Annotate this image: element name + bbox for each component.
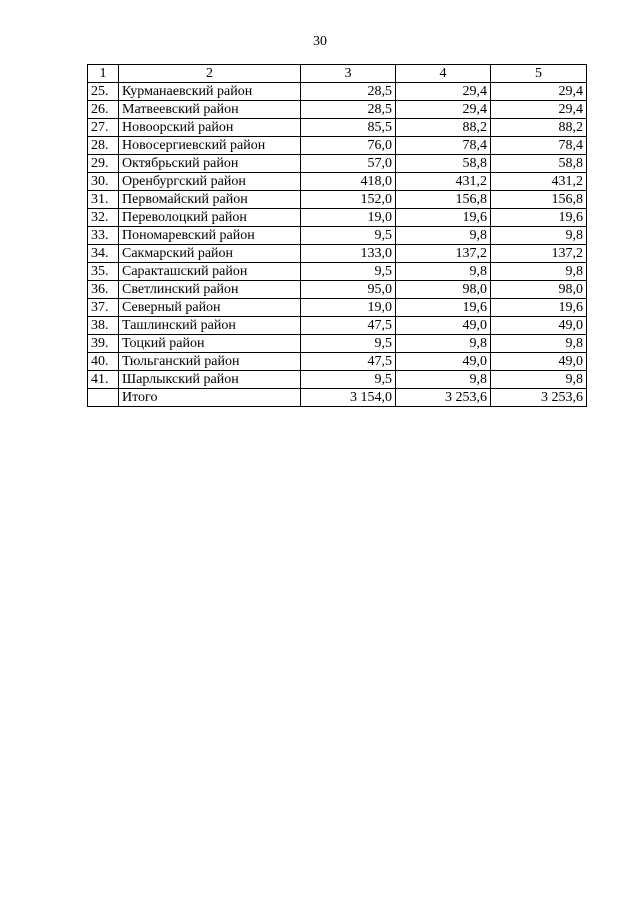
table-row xyxy=(88,335,587,353)
value-col4: 29,4 xyxy=(396,83,491,101)
row-index: 30. xyxy=(88,173,119,191)
table-row xyxy=(88,317,587,335)
row-index: 27. xyxy=(88,119,119,137)
value-col4: 49,0 xyxy=(396,317,491,335)
table-row xyxy=(88,191,587,209)
table-row xyxy=(88,83,587,101)
column-header: 4 xyxy=(396,65,491,83)
value-col5: 9,8 xyxy=(491,371,587,389)
district-name: Шарлыкский район xyxy=(119,371,301,389)
value-col4: 156,8 xyxy=(396,191,491,209)
value-col5: 29,4 xyxy=(491,83,587,101)
row-index: 40. xyxy=(88,353,119,371)
total-label: Итого xyxy=(119,389,301,407)
table-row xyxy=(88,209,587,227)
table-row xyxy=(88,119,587,137)
value-col4: 19,6 xyxy=(396,209,491,227)
row-index: 31. xyxy=(88,191,119,209)
table-row xyxy=(88,137,587,155)
column-header: 3 xyxy=(301,65,396,83)
row-index: 37. xyxy=(88,299,119,317)
row-index: 25. xyxy=(88,83,119,101)
column-header: 5 xyxy=(491,65,587,83)
value-col3: 19,0 xyxy=(301,299,396,317)
value-col5: 49,0 xyxy=(491,317,587,335)
table-row xyxy=(88,155,587,173)
value-col5: 98,0 xyxy=(491,281,587,299)
value-col5: 29,4 xyxy=(491,101,587,119)
district-name: Ташлинский район xyxy=(119,317,301,335)
row-index: 32. xyxy=(88,209,119,227)
column-header: 2 xyxy=(119,65,301,83)
district-name: Переволоцкий район xyxy=(119,209,301,227)
table-row xyxy=(88,173,587,191)
district-name: Оренбургский район xyxy=(119,173,301,191)
value-col4: 9,8 xyxy=(396,263,491,281)
row-index: 41. xyxy=(88,371,119,389)
table-row xyxy=(88,227,587,245)
value-col5: 19,6 xyxy=(491,299,587,317)
row-index: 36. xyxy=(88,281,119,299)
row-index: 38. xyxy=(88,317,119,335)
value-col4: 98,0 xyxy=(396,281,491,299)
table-row xyxy=(88,353,587,371)
row-index: 28. xyxy=(88,137,119,155)
value-col5: 9,8 xyxy=(491,335,587,353)
value-col4: 19,6 xyxy=(396,299,491,317)
table-row xyxy=(88,245,587,263)
table-row xyxy=(88,263,587,281)
table-row xyxy=(88,281,587,299)
table-row xyxy=(88,299,587,317)
row-index: 29. xyxy=(88,155,119,173)
total-value: 3 253,6 xyxy=(491,389,587,407)
value-col5: 9,8 xyxy=(491,227,587,245)
value-col3: 9,5 xyxy=(301,335,396,353)
district-name: Первомайский район xyxy=(119,191,301,209)
value-col4: 9,8 xyxy=(396,335,491,353)
district-name: Северный район xyxy=(119,299,301,317)
table-row xyxy=(88,101,587,119)
value-col3: 9,5 xyxy=(301,371,396,389)
value-col5: 78,4 xyxy=(491,137,587,155)
value-col3: 57,0 xyxy=(301,155,396,173)
value-col4: 9,8 xyxy=(396,227,491,245)
district-name: Курманаевский район xyxy=(119,83,301,101)
page-number: 30 xyxy=(313,34,327,49)
total-index-cell xyxy=(88,389,119,407)
value-col4: 431,2 xyxy=(396,173,491,191)
value-col5: 9,8 xyxy=(491,263,587,281)
table-body xyxy=(88,83,587,389)
value-col4: 88,2 xyxy=(396,119,491,137)
value-col3: 28,5 xyxy=(301,83,396,101)
value-col4: 9,8 xyxy=(396,371,491,389)
total-row xyxy=(88,389,587,407)
value-col3: 76,0 xyxy=(301,137,396,155)
district-name: Новоорский район xyxy=(119,119,301,137)
district-name: Тоцкий район xyxy=(119,335,301,353)
row-index: 39. xyxy=(88,335,119,353)
value-col3: 85,5 xyxy=(301,119,396,137)
district-name: Сакмарский район xyxy=(119,245,301,263)
allocation-table xyxy=(87,64,587,407)
district-name: Тюльганский район xyxy=(119,353,301,371)
row-index: 33. xyxy=(88,227,119,245)
value-col3: 28,5 xyxy=(301,101,396,119)
value-col5: 19,6 xyxy=(491,209,587,227)
district-name: Пономаревский район xyxy=(119,227,301,245)
value-col4: 78,4 xyxy=(396,137,491,155)
value-col3: 9,5 xyxy=(301,263,396,281)
row-index: 34. xyxy=(88,245,119,263)
value-col4: 137,2 xyxy=(396,245,491,263)
value-col5: 431,2 xyxy=(491,173,587,191)
header-row xyxy=(88,65,587,83)
row-index: 26. xyxy=(88,101,119,119)
district-name: Матвеевский район xyxy=(119,101,301,119)
district-name: Саракташский район xyxy=(119,263,301,281)
value-col3: 133,0 xyxy=(301,245,396,263)
row-index: 35. xyxy=(88,263,119,281)
value-col5: 156,8 xyxy=(491,191,587,209)
value-col3: 19,0 xyxy=(301,209,396,227)
total-value: 3 154,0 xyxy=(301,389,396,407)
total-value: 3 253,6 xyxy=(396,389,491,407)
table-row xyxy=(88,371,587,389)
value-col4: 29,4 xyxy=(396,101,491,119)
district-name: Новосергиевский район xyxy=(119,137,301,155)
value-col5: 88,2 xyxy=(491,119,587,137)
value-col3: 47,5 xyxy=(301,317,396,335)
value-col4: 49,0 xyxy=(396,353,491,371)
value-col5: 137,2 xyxy=(491,245,587,263)
value-col3: 95,0 xyxy=(301,281,396,299)
value-col3: 152,0 xyxy=(301,191,396,209)
value-col3: 47,5 xyxy=(301,353,396,371)
value-col3: 418,0 xyxy=(301,173,396,191)
value-col3: 9,5 xyxy=(301,227,396,245)
value-col5: 49,0 xyxy=(491,353,587,371)
column-header: 1 xyxy=(88,65,119,83)
district-name: Октябрьский район xyxy=(119,155,301,173)
value-col5: 58,8 xyxy=(491,155,587,173)
value-col4: 58,8 xyxy=(396,155,491,173)
district-name: Светлинский район xyxy=(119,281,301,299)
